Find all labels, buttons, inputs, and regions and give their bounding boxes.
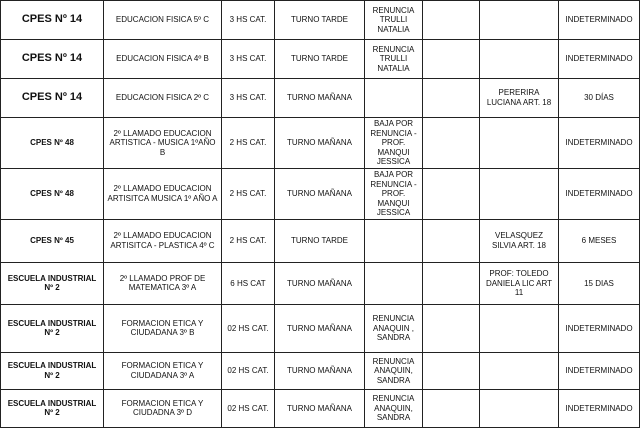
table-row [1, 118, 640, 169]
shift-cell: TURNO TARDE [275, 40, 365, 79]
reason-cell: RENUNCIA ANAQUIN , SANDRA [365, 304, 423, 352]
duration-cell: INDETERMINADO [559, 40, 640, 79]
empty-cell [423, 40, 480, 79]
subject-cell: EDUCACION FISICA 5º C [104, 1, 222, 40]
replacement-cell: VELASQUEZ SILVIA ART. 18 [480, 219, 559, 262]
duration-cell: 30 DÍAS [559, 79, 640, 118]
hours-cell: 02 HS CAT. [222, 352, 275, 389]
table-row [1, 40, 640, 79]
table-row [1, 168, 640, 219]
replacement-cell [480, 118, 559, 169]
replacement-cell [480, 40, 559, 79]
subject-cell: FORMACION ETICA Y CIUDADANA 3º B [104, 304, 222, 352]
duration-cell: INDETERMINADO [559, 118, 640, 169]
school-cell: ESCUELA INDUSTRIAL Nº 2 [1, 389, 104, 427]
reason-cell [365, 79, 423, 118]
duration-cell: INDETERMINADO [559, 1, 640, 40]
replacement-cell [480, 168, 559, 219]
table-row [1, 389, 640, 427]
school-cell: CPES Nº 14 [1, 79, 104, 118]
empty-cell [423, 1, 480, 40]
empty-cell [423, 79, 480, 118]
empty-cell [423, 352, 480, 389]
shift-cell: TURNO TARDE [275, 219, 365, 262]
hours-cell: 2 HS CAT. [222, 168, 275, 219]
duration-cell: INDETERMINADO [559, 168, 640, 219]
reason-cell: BAJA POR RENUNCIA - PROF. MANQUI JESSICA [365, 118, 423, 169]
subject-cell: 2º LLAMADO EDUCACION ARTISITCA MUSICA 1º AÑO A [104, 168, 222, 219]
table-row [1, 219, 640, 262]
empty-cell [423, 304, 480, 352]
shift-cell: TURNO MAÑANA [275, 389, 365, 427]
shift-cell: TURNO MAÑANA [275, 79, 365, 118]
duration-cell: INDETERMINADO [559, 352, 640, 389]
shift-cell: TURNO MAÑANA [275, 352, 365, 389]
reason-cell: RENUNCIA ANAQUIN, SANDRA [365, 389, 423, 427]
table-row [1, 304, 640, 352]
reason-cell [365, 219, 423, 262]
subject-cell: EDUCACION FISICA 4º B [104, 40, 222, 79]
school-cell: ESCUELA INDUSTRIAL Nº 2 [1, 352, 104, 389]
subject-cell: EDUCACION FISICA 2º C [104, 79, 222, 118]
hours-cell: 02 HS CAT. [222, 304, 275, 352]
school-cell: CPES Nº 48 [1, 118, 104, 169]
table-row [1, 262, 640, 304]
school-cell: CPES Nº 14 [1, 40, 104, 79]
hours-cell: 02 HS CAT. [222, 389, 275, 427]
duration-cell: 6 MESES [559, 219, 640, 262]
hours-cell: 2 HS CAT. [222, 118, 275, 169]
table-row [1, 79, 640, 118]
shift-cell: TURNO MAÑANA [275, 118, 365, 169]
duration-cell: INDETERMINADO [559, 389, 640, 427]
school-cell: CPES Nº 45 [1, 219, 104, 262]
school-cell: ESCUELA INDUSTRIAL Nº 2 [1, 304, 104, 352]
subject-cell: FORMACION ETICA Y CIUDADANA 3º A [104, 352, 222, 389]
replacement-cell [480, 304, 559, 352]
hours-cell: 2 HS CAT. [222, 219, 275, 262]
reason-cell: RENUNCIA TRULLI NATALIA [365, 40, 423, 79]
empty-cell [423, 118, 480, 169]
replacement-cell: PERERIRA LUCIANA ART. 18 [480, 79, 559, 118]
replacement-cell: PROF: TOLEDO DANIELA LIC ART 11 [480, 262, 559, 304]
shift-cell: TURNO TARDE [275, 1, 365, 40]
duration-cell: INDETERMINADO [559, 304, 640, 352]
hours-cell: 3 HS CAT. [222, 1, 275, 40]
reason-cell: RENUNCIA TRULLI NATALIA [365, 1, 423, 40]
empty-cell [423, 168, 480, 219]
subject-cell: 2º LLAMADO EDUCACION ARTISITCA - PLASTICA 4º C [104, 219, 222, 262]
school-cell: CPES Nº 14 [1, 1, 104, 40]
empty-cell [423, 262, 480, 304]
hours-cell: 6 HS CAT [222, 262, 275, 304]
reason-cell: RENUNCIA ANAQUIN, SANDRA [365, 352, 423, 389]
shift-cell: TURNO MAÑANA [275, 304, 365, 352]
school-cell: CPES Nº 48 [1, 168, 104, 219]
subject-cell: 2º LLAMADO EDUCACION ARTISTICA - MUSICA 1ºAÑO B [104, 118, 222, 169]
empty-cell [423, 389, 480, 427]
subject-cell: 2º LLAMADO PROF DE MATEMATICA 3º A [104, 262, 222, 304]
table-row [1, 352, 640, 389]
hours-cell: 3 HS CAT. [222, 79, 275, 118]
duration-cell: 15 DIAS [559, 262, 640, 304]
replacement-cell [480, 389, 559, 427]
table-row [1, 1, 640, 40]
school-cell: ESCUELA INDUSTRIAL Nº 2 [1, 262, 104, 304]
reason-cell [365, 262, 423, 304]
subject-cell: FORMACION ETICA Y CIUDADNA 3º D [104, 389, 222, 427]
replacement-cell [480, 352, 559, 389]
shift-cell: TURNO MAÑANA [275, 262, 365, 304]
shift-cell: TURNO MAÑANA [275, 168, 365, 219]
reason-cell: BAJA POR RENUNCIA - PROF. MANQUI JESSICA [365, 168, 423, 219]
replacement-cell [480, 1, 559, 40]
hours-cell: 3 HS CAT. [222, 40, 275, 79]
empty-cell [423, 219, 480, 262]
